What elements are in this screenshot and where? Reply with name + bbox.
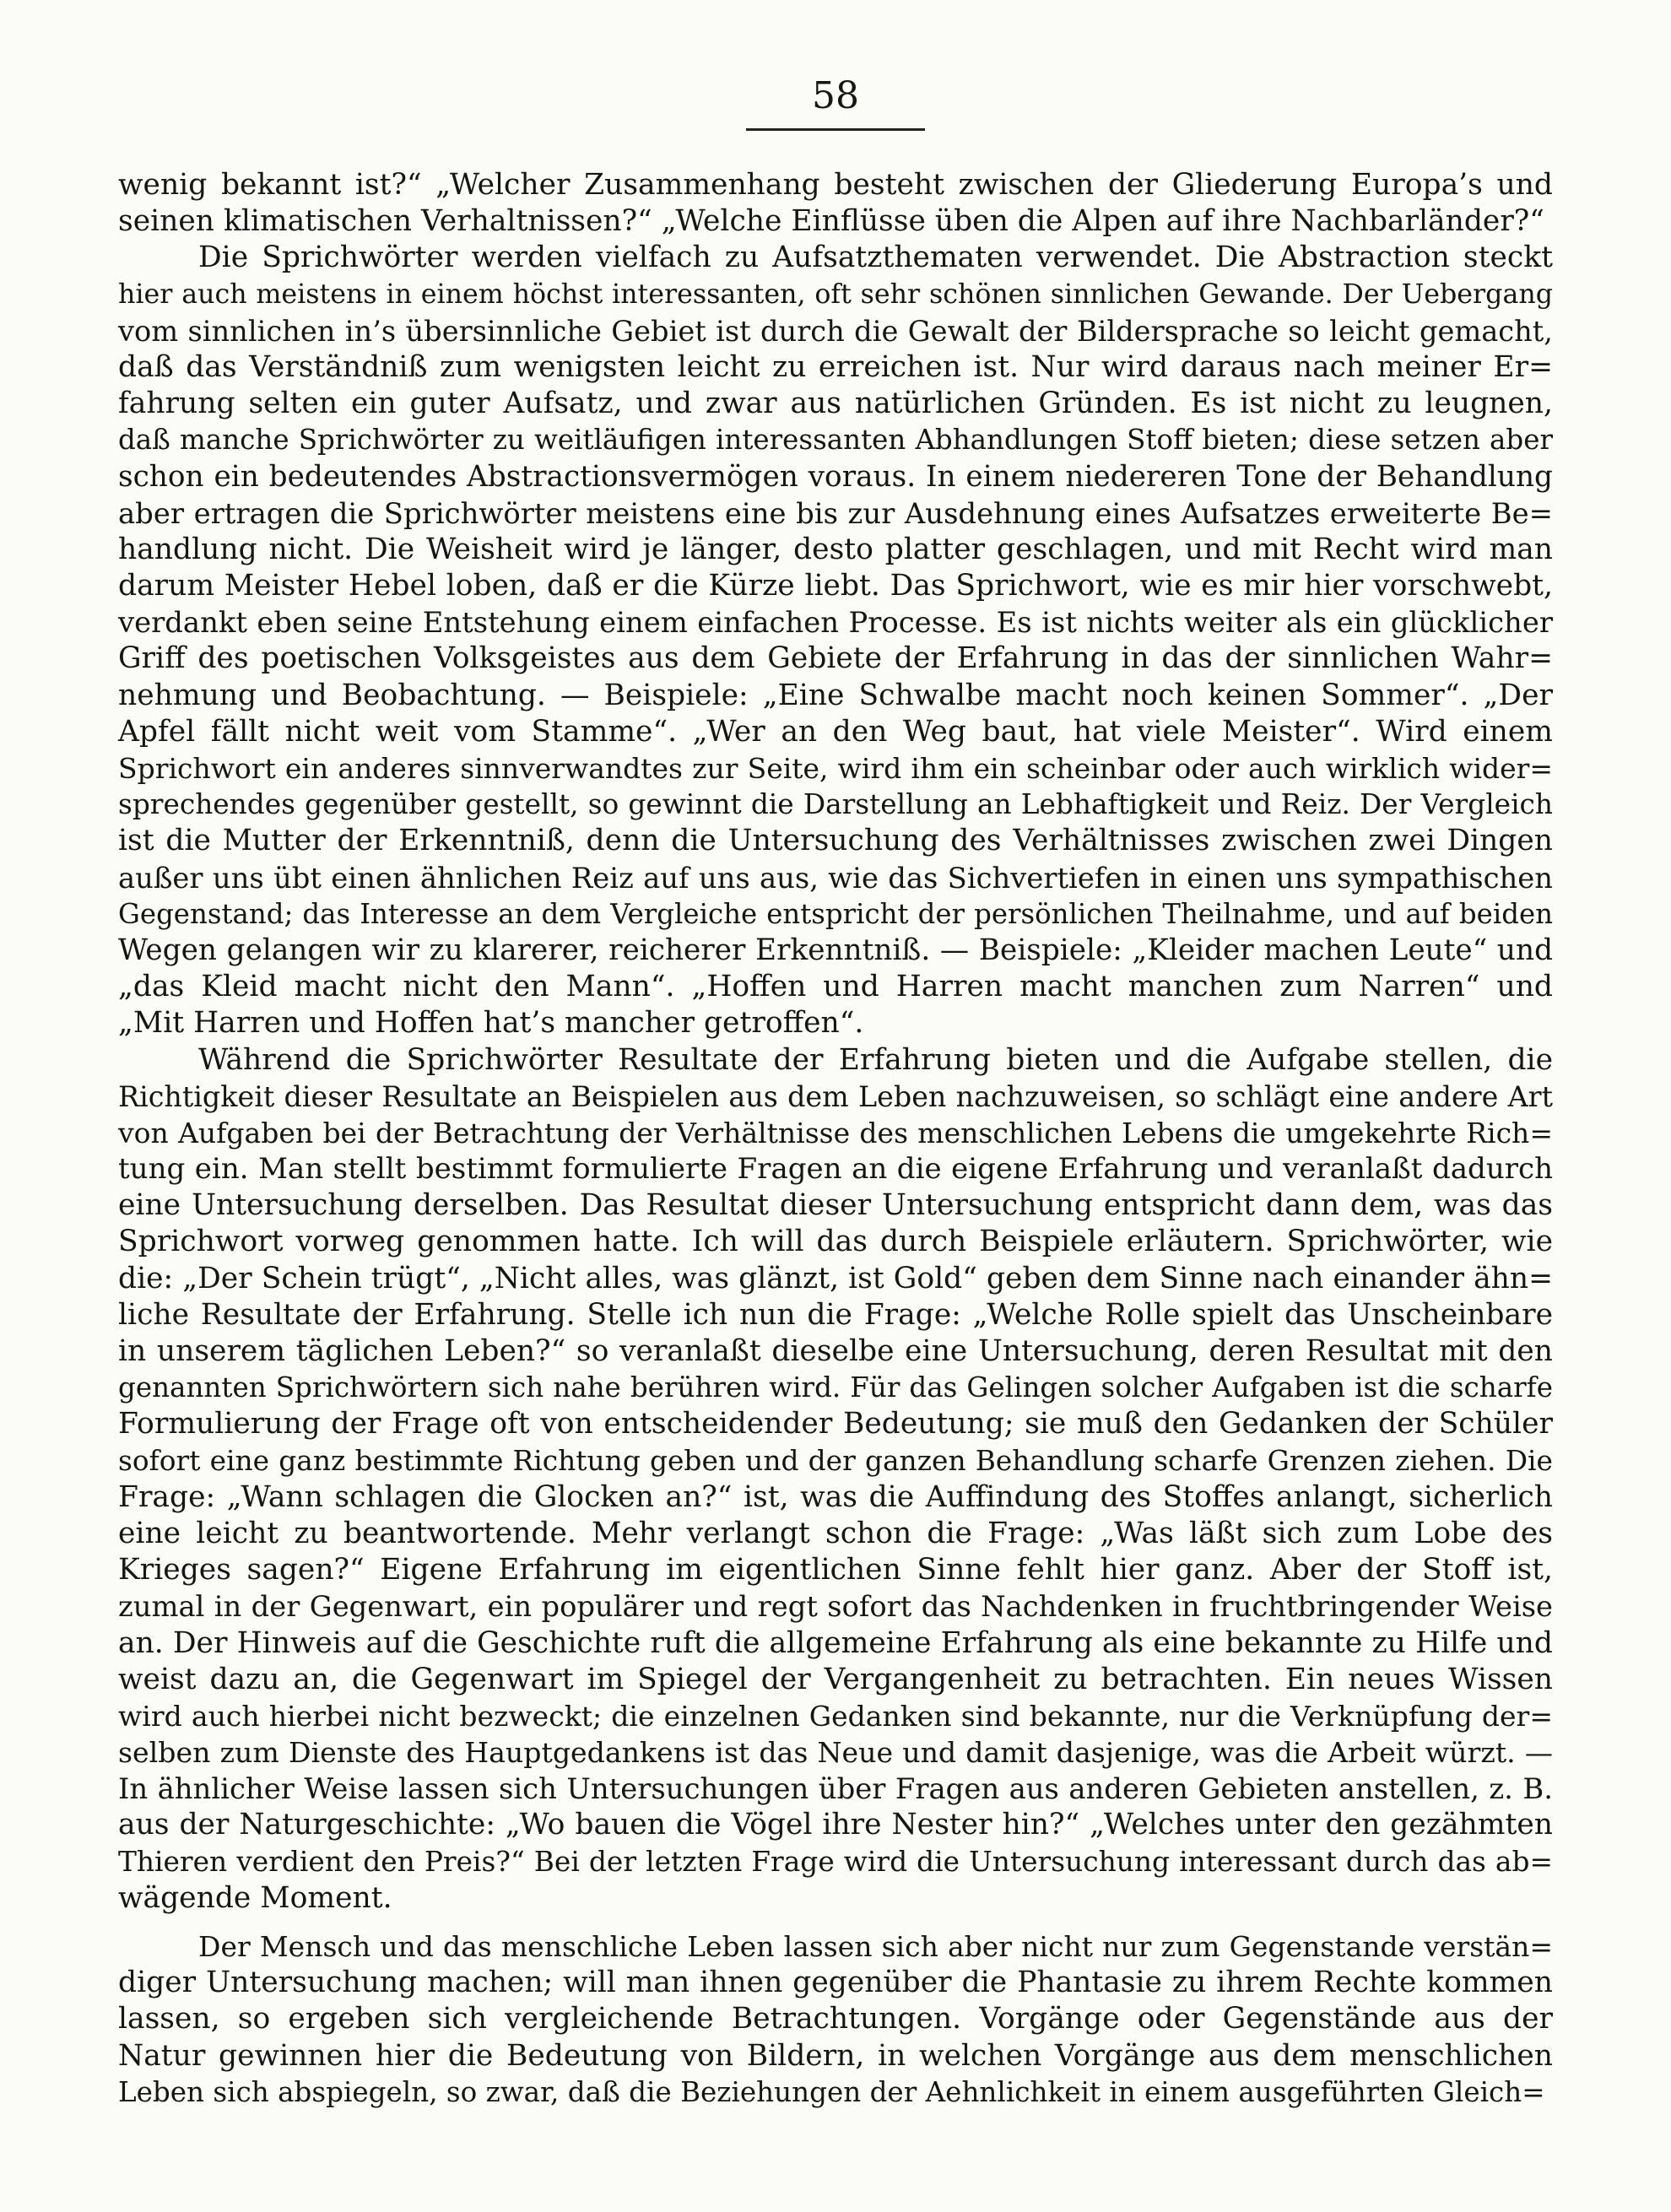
paragraph [118,1042,1553,1917]
paragraph-gap [118,1917,1553,1928]
text-line: Griff des poetischen Volksgeistes aus dem Gebiete der Erfahrung in das der sinnlichen Wahr= [118,641,1553,676]
text-line: genannten Sprichwörtern sich nahe berühren wird. Für das Gelingen solcher Aufgaben ist die scharfe [118,1371,1553,1404]
text-line: außer uns übt einen ähnlichen Reiz auf uns aus, wie das Sichvertiefen in einen uns sympathischen [118,861,1553,895]
text-line: Leben sich abspiegeln, so zwar, daß die Beziehungen der Aehnlichkeit in einem ausgeführten Gleich= [118,2075,1545,2108]
text-line: Krieges sagen?“ Eigene Erfahrung im eigentlichen Sinne fehlt hier ganz. Aber der Stoff ist, [118,1553,1553,1587]
text-line: In ähnlicher Weise lassen sich Untersuchungen über Fragen aus anderen Gebieten anstellen, z. B. [118,1772,1553,1806]
text-line: handlung nicht. Die Weisheit wird je länger, desto platter geschlagen, und mit Recht wird man [118,532,1553,566]
text-line: die: „Der Schein trügt“, „Nicht alles, was glänzt, ist Gold“ geben dem Sinne nach einander ähn= [118,1261,1553,1295]
text-line: liche Resultate der Erfahrung. Stelle ich nun die Frage: „Welche Rolle spielt das Unscheinbare [118,1297,1553,1332]
text-line: wenig bekannt ist?“ „Welcher Zusammenhang besteht zwischen der Gliederung Europa’s und [118,168,1553,202]
text-line: Wegen gelangen wir zu klarerer, reicherer Erkenntniß. — Beispiele: „Kleider machen Leute“ und [118,933,1553,967]
text-line: sofort eine ganz bestimmte Richtung geben und der ganzen Behandlung scharfe Grenzen ziehen. Die [118,1444,1553,1477]
text-line: aus der Naturgeschichte: „Wo bauen die Vögel ihre Nester hin?“ „Welches unter den gezähmten [118,1808,1553,1842]
paragraph [118,1928,1553,2111]
text-line: aber ertragen die Sprichwörter meistens eine bis zur Ausdehnung eines Aufsatzes erweiterte Be= [118,496,1553,530]
paragraph [118,167,1553,240]
text-line: sprechendes gegenüber gestellt, so gewinnt die Darstellung an Lebhaftigkeit und Reiz. Der Vergleich [118,788,1553,821]
text-line: Während die Sprichwörter Resultate der Erfahrung bieten und die Aufgabe stellen, die [198,1042,1553,1077]
text-line: Natur gewinnen hier die Bedeutung von Bildern, in welchen Vorgänge aus dem menschlichen [118,2038,1553,2073]
text-line: darum Meister Hebel loben, daß er die Kürze liebt. Das Sprichwort, wie es mir hier vorschwebt, [118,569,1553,603]
text-line: eine leicht zu beantwortende. Mehr verlangt schon die Frage: „Was läßt sich zum Lobe des [118,1516,1553,1550]
text-line: diger Untersuchung machen; will man ihnen gegenüber die Phantasie zu ihrem Rechte kommen [118,1966,1553,2000]
text-line: lassen, so ergeben sich vergleichende Betrachtungen. Vorgänge oder Gegenstände aus der [118,2002,1553,2036]
text-line: zumal in der Gegenwart, ein populärer und regt sofort das Nachdenken in fruchtbringender Weise [118,1590,1553,1624]
text-line: Thieren verdient den Preis?“ Bei der letzten Frage wird die Untersuchung interessant durch das ab= [118,1845,1553,1878]
text-line: Der Mensch und das menschliche Leben lassen sich aber nicht nur zum Gegenstande verstän= [198,1930,1553,1963]
text-line: „das Kleid macht nicht den Mann“. „Hoffen und Harren macht manchen zum Narren“ und [118,970,1553,1004]
text-line: fahrung selten ein guter Aufsatz, und zwar aus natürlichen Gründen. Es ist nicht zu leugnen, [118,387,1553,421]
text-line: an. Der Hinweis auf die Geschichte ruft die allgemeine Erfahrung als eine bekannte zu Hilfe und [118,1625,1553,1660]
text-line: „Mit Harren und Hoffen hat’s mancher getroffen“. [118,1006,864,1041]
text-line: wird auch hierbei nicht bezweckt; die einzelnen Gedanken sind bekannte, nur die Verknüpfung der= [118,1699,1553,1733]
text-line: Sprichwort ein anderes sinnverwandtes zur Seite, wird ihm ein scheinbar oder auch wirklich wider= [118,752,1553,785]
text-line: daß manche Sprichwörter zu weitläufigen interessanten Abhandlungen Stoff bieten; diese setzen aber [118,424,1553,457]
text-line: nehmung und Beobachtung. — Beispiele: „Eine Schwalbe macht noch keinen Sommer“. „Der [118,678,1553,712]
text-line: vom sinnlichen in’s übersinnliche Gebiet ist durch die Gewalt der Bildersprache so leicht gemacht, [118,314,1553,348]
text-line: selben zum Dienste des Hauptgedankens ist das Neue und damit dasjenige, was die Arbeit würzt. — [118,1736,1553,1770]
paragraph [118,240,1553,1041]
text-line: seinen klimatischen Verhaltnissen?“ „Welche Einflüsse üben die Alpen auf ihre Nachbarländer?“ [118,204,1544,239]
text-line: hier auch meistens in einem höchst interessanten, oft sehr schönen sinnlichen Gewande. Der Uebergang [118,279,1553,310]
text-line: tung ein. Man stellt bestimmt formulierte Fragen an die eigene Erfahrung und veranlaßt dadurch [118,1152,1553,1187]
text-line: in unserem täglichen Leben?“ so veranlaßt dieselbe eine Untersuchung, deren Resultat mit den [118,1334,1553,1368]
text-line: Gegenstand; das Interesse an dem Vergleiche entspricht der persönlichen Theilnahme, und auf beiden [118,897,1553,930]
text-line: verdankt eben seine Entstehung einem einfachen Processe. Es ist nichts weiter als ein glücklicher [118,606,1553,640]
text-line: ist die Mutter der Erkenntniß, denn die Untersuchung des Verhältnisses zwischen zwei Dingen [118,824,1553,858]
text-line: Frage: „Wann schlagen die Glocken an?“ ist, was die Auffindung des Stoffes anlangt, sicherlich [118,1479,1553,1514]
text-line: von Aufgaben bei der Betrachtung der Verhältnisse des menschlichen Lebens die umgekehrte Rich= [118,1116,1553,1149]
text-line: Apfel fällt nicht weit vom Stamme“. „Wer an den Weg baut, hat viele Meister“. Wird einem [118,714,1553,749]
text-line: schon ein bedeutendes Abstractionsvermögen voraus. In einem niedereren Tone der Behandlung [118,459,1553,494]
text-line: Richtigkeit dieser Resultate an Beispielen aus dem Leben nachzuweisen, so schlägt eine andere Art [118,1079,1553,1113]
text-line: Formulierung der Frage oft von entscheidender Bedeutung; sie muß den Gedanken der Schüler [118,1407,1553,1441]
body-text [118,167,1553,2111]
page-number: 58 [812,74,859,117]
text-line: daß das Verständniß zum wenigsten leicht zu erreichen ist. Nur wird daraus nach meiner Er= [118,349,1553,384]
text-line: Sprichwort vorweg genommen hatte. Ich will das durch Beispiele erläutern. Sprichwörter, wie [118,1225,1553,1259]
header-rule [746,128,925,131]
text-line: Die Sprichwörter werden vielfach zu Aufsatzthematen verwendet. Die Abstraction steckt [198,241,1553,275]
text-line: weist dazu an, die Gegenwart im Spiegel der Vergangenheit zu betrachten. Ein neues Wissen [118,1662,1553,1696]
text-line: wägende Moment. [118,1880,392,1915]
text-line: eine Untersuchung derselben. Das Resultat dieser Untersuchung entspricht dann dem, was das [118,1188,1553,1223]
